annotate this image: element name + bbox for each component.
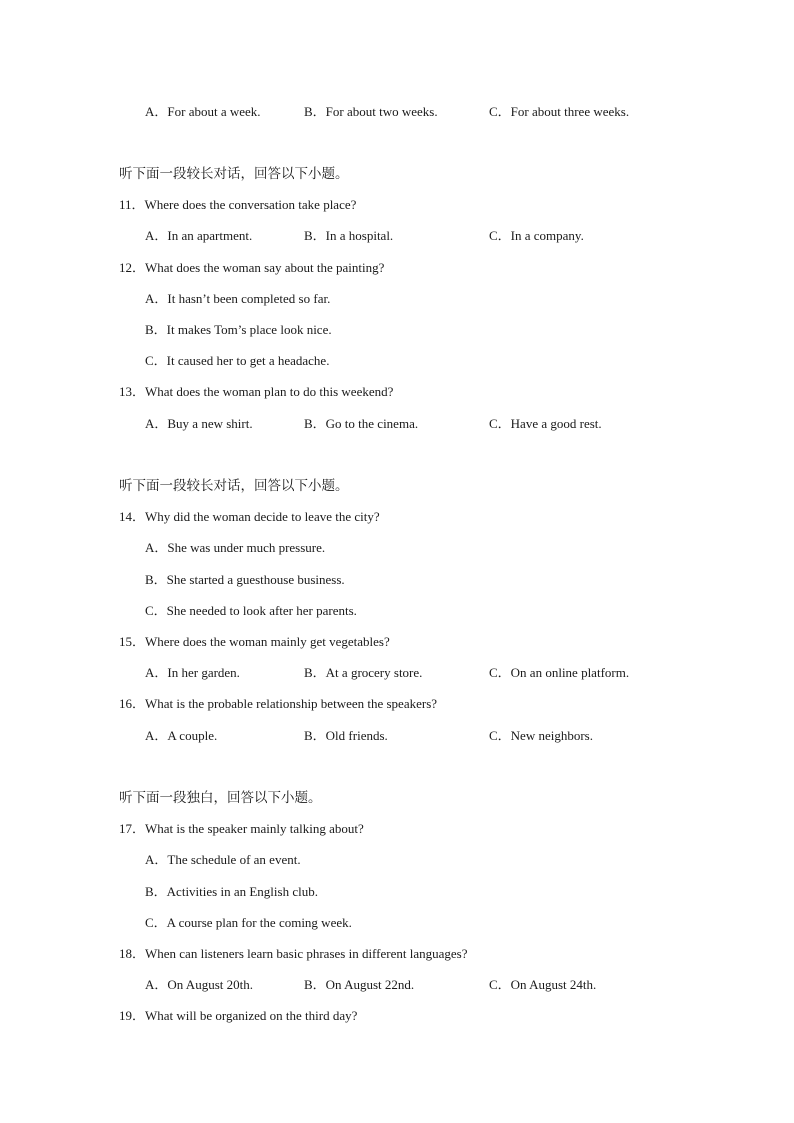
q17-option-a: A．The schedule of an event.	[145, 852, 301, 867]
q15-option-b: B．At a grocery store.	[304, 665, 423, 680]
q10-option-a: A．For about a week.	[145, 104, 261, 119]
q13-option-c: C．Have a good rest.	[489, 416, 602, 431]
question-19: 19．What will be organized on the third day?	[119, 1008, 358, 1023]
q17-option-b: B．Activities in an English club.	[145, 884, 318, 899]
q16-option-a: A．A couple.	[145, 728, 218, 743]
question-12: 12．What does the woman say about the painting?	[119, 260, 385, 275]
question-15: 15．Where does the woman mainly get vegetables?	[119, 634, 390, 649]
q18-option-c: C．On August 24th.	[489, 977, 597, 992]
q18-option-b: B．On August 22nd.	[304, 977, 415, 992]
q12-option-c: C．It caused her to get a headache.	[145, 353, 330, 368]
section-heading: 听下面一段较长对话，回答以下小题。	[119, 478, 349, 493]
question-17: 17．What is the speaker mainly talking about?	[119, 821, 364, 836]
q12-option-a: A．It hasn’t been completed so far.	[145, 291, 331, 306]
q16-option-b: B．Old friends.	[304, 728, 388, 743]
q10-option-b: B．For about two weeks.	[304, 104, 438, 119]
q11-option-c: C．In a company.	[489, 228, 584, 243]
question-16: 16．What is the probable relationship between the speakers?	[119, 696, 438, 711]
q15-option-a: A．In her garden.	[145, 665, 240, 680]
q17-option-c: C．A course plan for the coming week.	[145, 915, 352, 930]
section-heading: 听下面一段较长对话，回答以下小题。	[119, 166, 349, 181]
q11-option-a: A．In an apartment.	[145, 228, 253, 243]
q12-option-b: B．It makes Tom’s place look nice.	[145, 322, 332, 337]
section-heading: 听下面一段独白，回答以下小题。	[119, 790, 322, 805]
q14-option-a: A．She was under much pressure.	[145, 540, 326, 555]
q18-option-a: A．On August 20th.	[145, 977, 253, 992]
question-11: 11．Where does the conversation take place?	[119, 197, 357, 212]
q14-option-c: C．She needed to look after her parents.	[145, 603, 357, 618]
q15-option-c: C．On an online platform.	[489, 665, 630, 680]
question-14: 14．Why did the woman decide to leave the city?	[119, 509, 380, 524]
q11-option-b: B．In a hospital.	[304, 228, 394, 243]
question-18: 18．When can listeners learn basic phrases in different languages?	[119, 946, 468, 961]
q16-option-c: C．New neighbors.	[489, 728, 593, 743]
q13-option-b: B．Go to the cinema.	[304, 416, 419, 431]
q10-option-c: C．For about three weeks.	[489, 104, 630, 119]
question-13: 13．What does the woman plan to do this weekend?	[119, 384, 394, 399]
q13-option-a: A．Buy a new shirt.	[145, 416, 253, 431]
q14-option-b: B．She started a guesthouse business.	[145, 572, 345, 587]
